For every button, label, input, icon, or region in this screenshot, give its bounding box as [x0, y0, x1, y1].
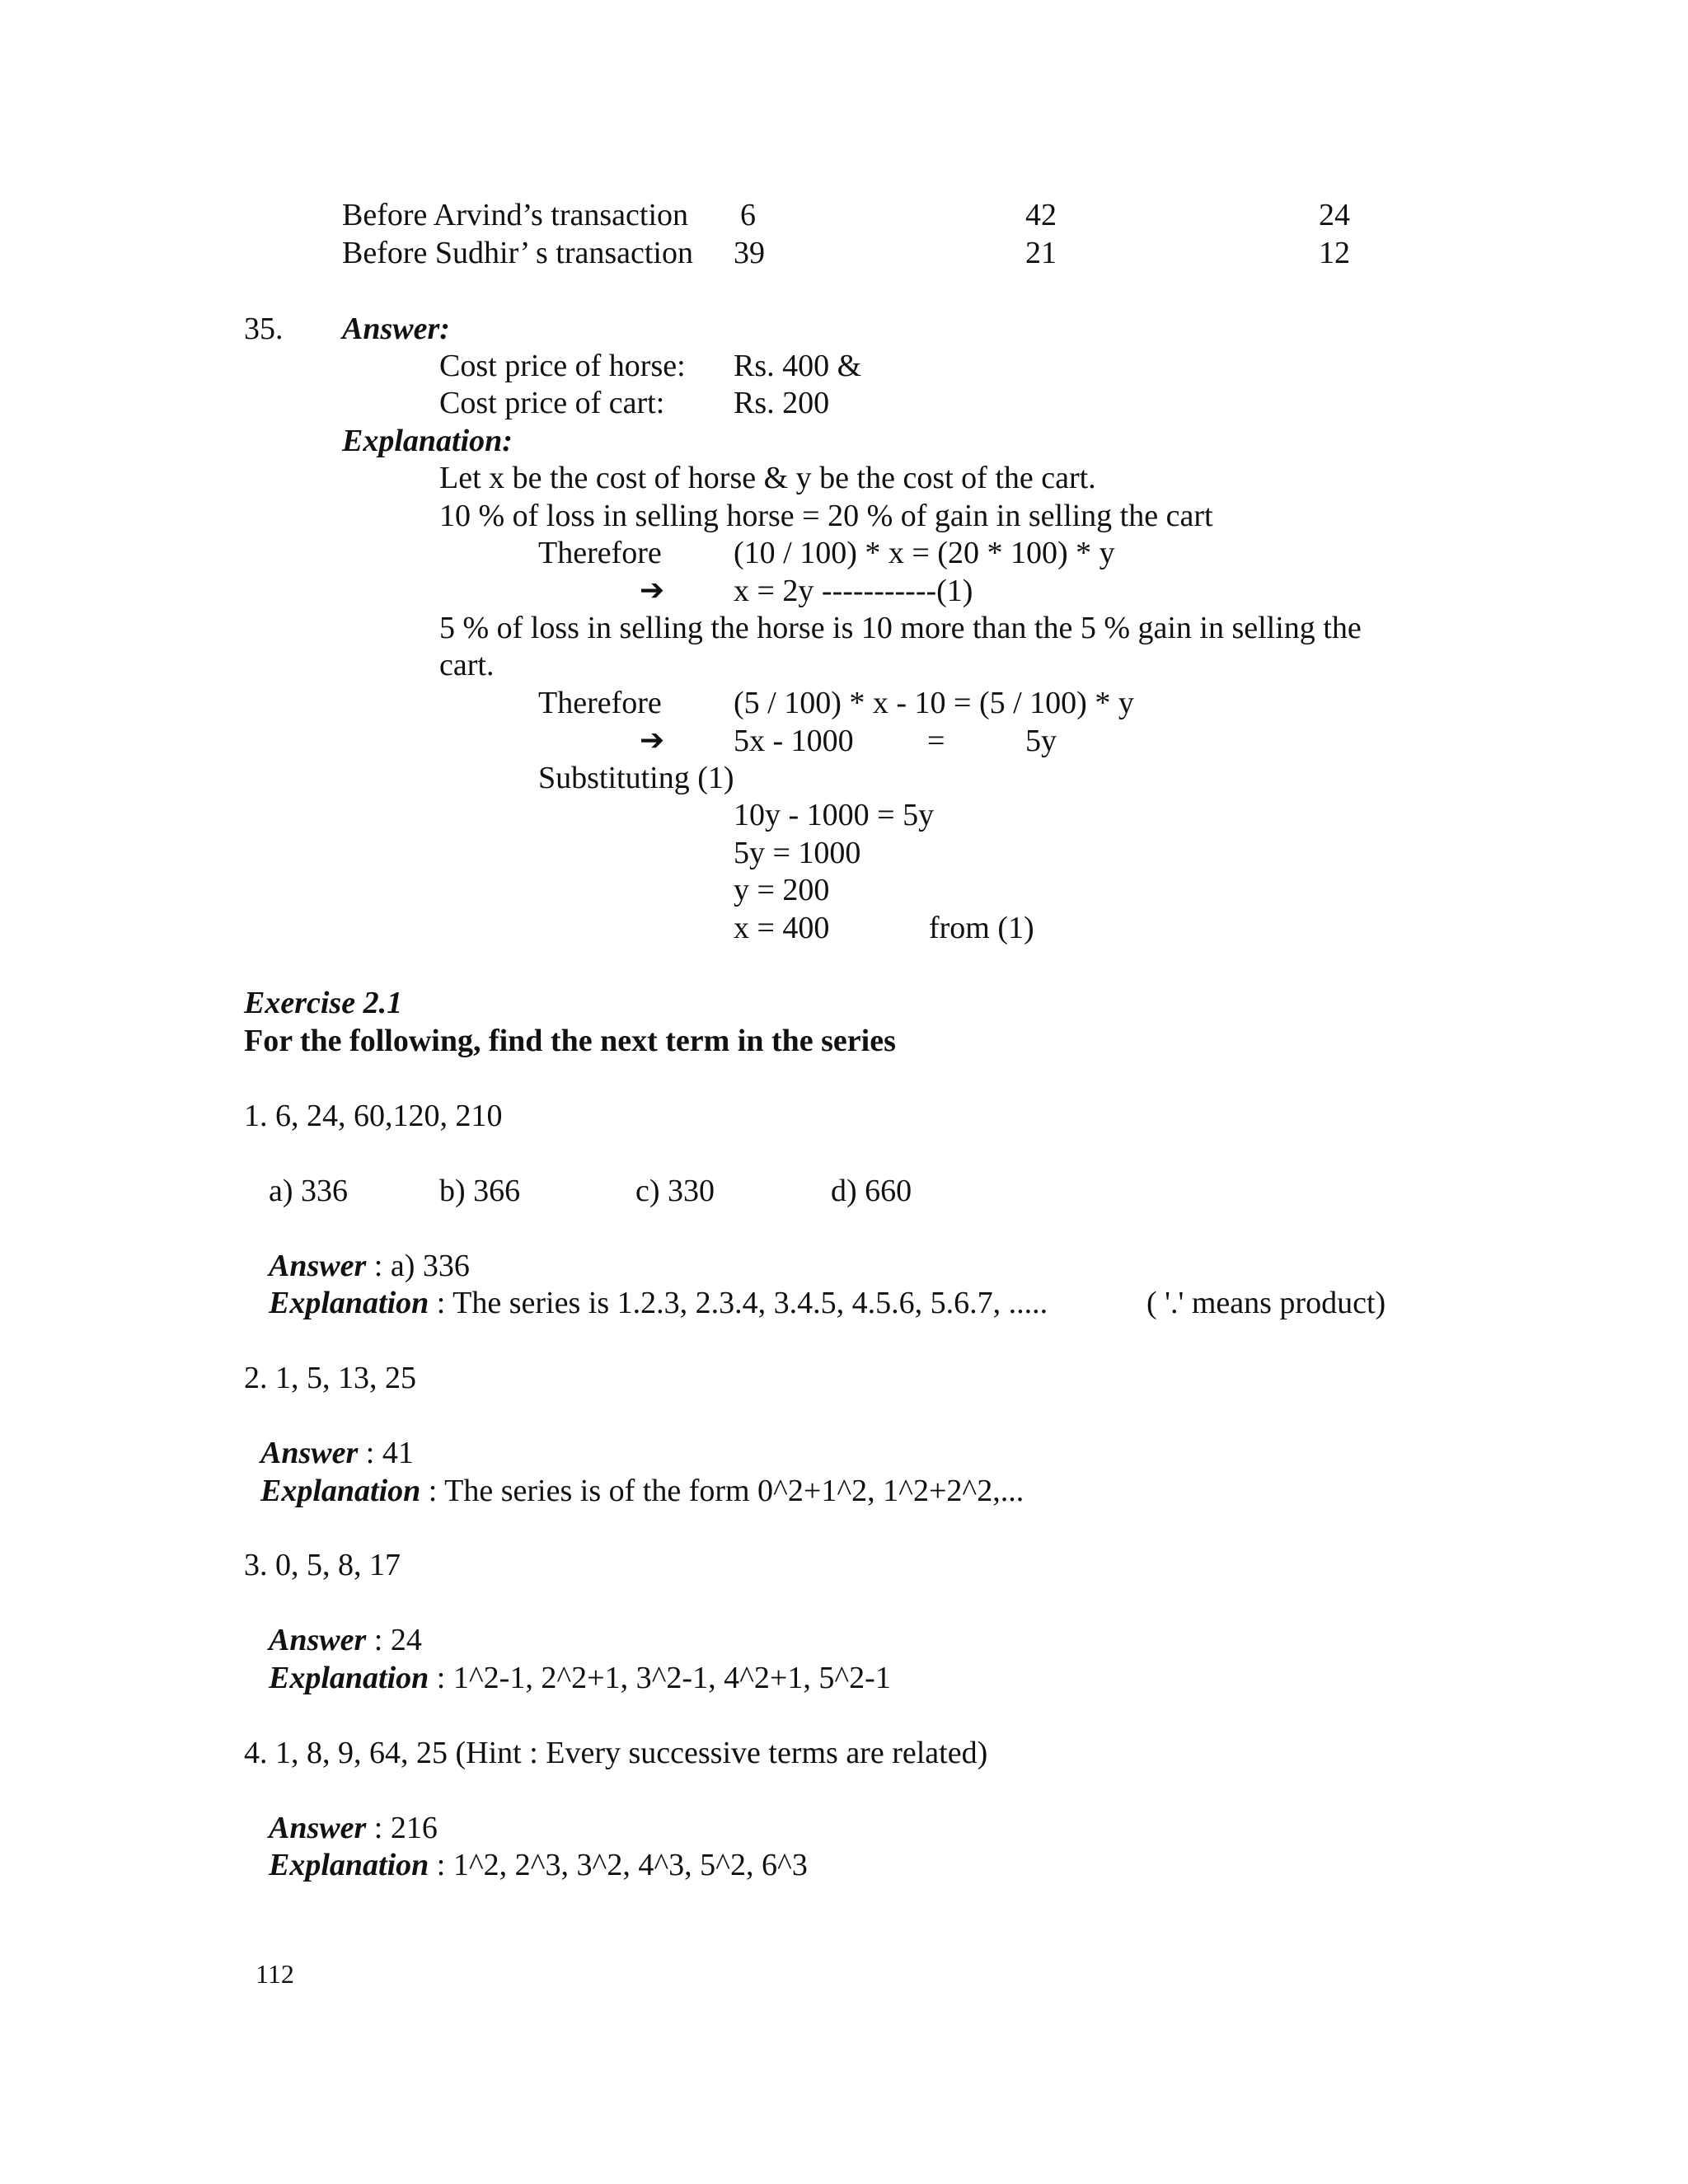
explanation-line-q2: [260, 1472, 1024, 1510]
table-row-2-col3: 12: [1319, 236, 1350, 270]
cart-cost-value: Rs. 200: [734, 386, 830, 420]
therefore-label-2: Therefore: [538, 686, 662, 720]
option-d: d) 660: [831, 1174, 912, 1208]
explanation-label: Explanation: [269, 1661, 429, 1695]
explanation-line-q4: [269, 1846, 808, 1884]
question-3: 3. 0, 5, 8, 17: [244, 1548, 401, 1582]
explanation-label: Explanation: [269, 1286, 429, 1320]
table-row-2-col2: 21: [1025, 236, 1057, 270]
horse-cost-value: Rs. 400 &: [734, 349, 862, 383]
answer-label: Answer: [260, 1436, 359, 1470]
option-c: c) 330: [635, 1174, 715, 1208]
answer-label: Answer: [269, 1623, 367, 1657]
explanation-line-2: 10 % of loss in selling horse = 20 % of gain in selling the cart: [439, 499, 1213, 533]
question-1: 1. 6, 24, 60,120, 210: [244, 1099, 503, 1133]
explanation-value: : 1^2, 2^3, 3^2, 4^3, 5^2, 6^3: [429, 1848, 808, 1882]
answer-heading: Answer:: [342, 312, 450, 346]
explanation-label: Explanation: [260, 1474, 421, 1508]
question-4: 4. 1, 8, 9, 64, 25 (Hint : Every successive terms are related): [244, 1736, 988, 1770]
table-row-1-col1: 6: [740, 198, 756, 232]
exercise-title: Exercise 2.1: [244, 986, 403, 1020]
explanation-line-q3: [269, 1659, 891, 1697]
explanation-value: : The series is of the form 0^2+1^2, 1^2+2^2,...: [420, 1474, 1025, 1508]
exercise-instruction: For the following, find the next term in the series: [244, 1024, 896, 1058]
table-row-2-col1: 39: [734, 236, 765, 270]
explanation-value: : The series is 1.2.3, 2.3.4, 3.4.5, 4.5.6, 5.6.7, .....: [429, 1286, 1048, 1320]
explanation-value: : 1^2-1, 2^2+1, 3^2-1, 4^2+1, 5^2-1: [429, 1661, 891, 1695]
explanation-label: Explanation: [269, 1848, 429, 1882]
equation-1: (10 / 100) * x = (20 * 100) * y: [734, 536, 1115, 570]
equation-8-note: from (1): [929, 911, 1034, 945]
explanation-line-q1: [269, 1284, 1048, 1322]
explanation-line-3a: 5 % of loss in selling the horse is 10 more than the 5 % gain in selling the: [439, 611, 1362, 645]
equation-2: x = 2y -----------(1): [734, 574, 973, 608]
answer-value: : a) 336: [366, 1249, 470, 1283]
answer-label: Answer: [269, 1249, 367, 1283]
explanation-line-1: Let x be the cost of horse & y be the cost of the cart.: [439, 461, 1096, 495]
horse-cost-label: Cost price of horse:: [439, 349, 686, 383]
equation-4-right: 5y: [1025, 724, 1057, 758]
equation-4-left: 5x - 1000: [734, 724, 854, 758]
page-number: 112: [256, 1959, 294, 1989]
answer-value: : 41: [358, 1436, 414, 1470]
therefore-label-1: Therefore: [538, 536, 662, 570]
option-b: b) 366: [439, 1174, 521, 1208]
equation-6: 5y = 1000: [734, 836, 861, 870]
table-row-1-col3: 24: [1319, 198, 1350, 232]
explanation-heading: Explanation:: [342, 424, 513, 458]
equation-4-equals: =: [927, 724, 945, 758]
table-row-1-label: Before Arvind’s transaction: [342, 198, 689, 232]
cart-cost-label: Cost price of cart:: [439, 386, 665, 420]
equation-8: x = 400: [734, 911, 830, 945]
implies-arrow-icon: ➔: [640, 724, 665, 757]
answer-line-4: [269, 1809, 438, 1847]
question-number-35: 35.: [244, 312, 284, 346]
table-row-2-label: Before Sudhir’ s transaction: [342, 236, 693, 270]
option-a: a) 336: [269, 1174, 349, 1208]
equation-5: 10y - 1000 = 5y: [734, 798, 935, 832]
explanation-note: ( '.' means product): [1146, 1286, 1386, 1320]
answer-value: : 216: [366, 1811, 438, 1845]
answer-line-2: [260, 1434, 414, 1472]
explanation-line-3b: cart.: [439, 648, 495, 682]
table-row-1-col2: 42: [1025, 198, 1057, 232]
answer-label: Answer: [269, 1811, 367, 1845]
answer-value: : 24: [366, 1623, 422, 1657]
answer-line-3: [269, 1621, 422, 1659]
implies-arrow-icon: ➔: [640, 574, 665, 607]
question-2: 2. 1, 5, 13, 25: [244, 1361, 416, 1395]
substituting-label: Substituting (1): [538, 761, 734, 795]
equation-3: (5 / 100) * x - 10 = (5 / 100) * y: [734, 686, 1134, 720]
answer-line-1: [269, 1247, 470, 1285]
equation-7: y = 200: [734, 873, 830, 907]
